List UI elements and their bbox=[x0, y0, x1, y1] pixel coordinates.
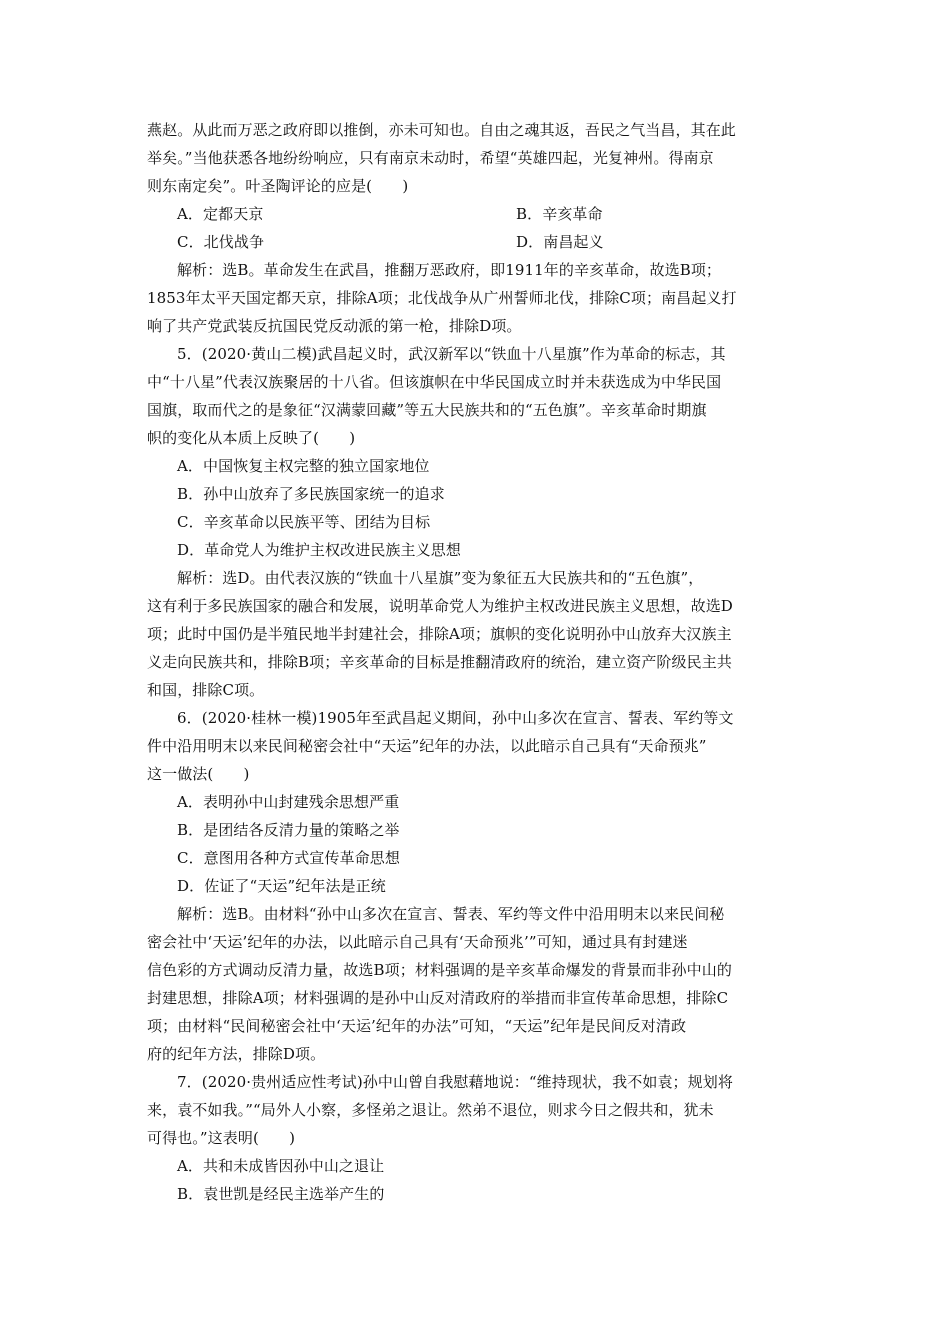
q6-analysis-line: 解析：选B。由材料“孙中山多次在宣言、誓表、军约等文件中沿用明末以来民间秘 bbox=[177, 905, 725, 923]
q5-option-a: A．中国恢复主权完整的独立国家地位 bbox=[177, 457, 430, 475]
q5-analysis-line: 项；此时中国仍是半殖民地半封建社会，排除A项；旗帜的变化说明孙中山放弃大汉族主 bbox=[147, 625, 732, 643]
q6-analysis-line: 府的纪年方法，排除D项。 bbox=[147, 1045, 326, 1063]
q5-stem-line: 5．(2020·黄山二模)武昌起义时，武汉新军以“铁血十八星旗”作为革命的标志，其 bbox=[177, 345, 726, 363]
q5-option-c: C．辛亥革命以民族平等、团结为目标 bbox=[177, 513, 431, 531]
q4-option-d: D．南昌起义 bbox=[516, 233, 604, 251]
q4-option-c: C．北伐战争 bbox=[177, 233, 265, 251]
q5-analysis-line: 这有利于多民族国家的融合和发展，说明革命党人为维护主权改进民族主义思想，故选D bbox=[147, 597, 733, 615]
q5-stem-line: 帜的变化从本质上反映了( ) bbox=[147, 429, 356, 447]
q5-option-b: B．孙中山放弃了多民族国家统一的追求 bbox=[177, 485, 445, 503]
q7-option-b: B．袁世凯是经民主选举产生的 bbox=[177, 1185, 385, 1203]
q4-analysis-line: 解析：选B。革命发生在武昌，推翻万恶政府，即1911年的辛亥革命，故选B项； bbox=[177, 261, 722, 279]
q4-option-b: B．辛亥革命 bbox=[516, 205, 603, 223]
q4-stem-line: 举矣。”当他获悉各地纷纷响应，只有南京未动时，希望“英雄四起，光复神州。得南京 bbox=[147, 149, 714, 167]
q6-stem-line: 件中沿用明末以来民间秘密会社中“天运”纪年的办法，以此暗示自己具有“天命预兆” bbox=[147, 737, 707, 755]
q4-analysis-line: 响了共产党武装反抗国民党反动派的第一枪，排除D项。 bbox=[147, 317, 522, 335]
q5-analysis-line: 解析：选D。由代表汉族的“铁血十八星旗”变为象征五大民族共和的“五色旗”， bbox=[177, 569, 704, 587]
q6-analysis-line: 密会社中‘天运’纪年的办法，以此暗示自己具有‘天命预兆’”可知，通过具有封建迷 bbox=[147, 933, 688, 951]
q6-analysis-line: 信色彩的方式调动反清力量，故选B项；材料强调的是辛亥革命爆发的背景而非孙中山的 bbox=[147, 961, 732, 979]
q7-option-a: A．共和未成皆因孙中山之退让 bbox=[177, 1157, 385, 1175]
q4-analysis-line: 1853年太平天国定都天京，排除A项；北伐战争从广州誓师北伐，排除C项；南昌起义打 bbox=[147, 289, 737, 307]
q7-stem-line: 7．(2020·贵州适应性考试)孙中山曾自我慰藉地说：“维持现状，我不如袁；规划将 bbox=[177, 1073, 733, 1091]
q7-stem-line: 可得也。”这表明( ) bbox=[147, 1129, 296, 1147]
q4-option-a: A．定都天京 bbox=[177, 205, 264, 223]
q5-stem-line: 国旗，取而代之的是象征“汉满蒙回藏”等五大民族共和的“五色旗”。辛亥革命时期旗 bbox=[147, 401, 707, 419]
q4-stem-line: 燕赵。从此而万恶之政府即以推倒，亦未可知也。自由之魂其返，吾民之气当昌，其在此 bbox=[147, 121, 736, 139]
q5-option-d: D．革命党人为维护主权改进民族主义思想 bbox=[177, 541, 461, 559]
q5-analysis-line: 义走向民族共和，排除B项；辛亥革命的目标是推翻清政府的统治，建立资产阶级民主共 bbox=[147, 653, 732, 671]
q6-option-a: A．表明孙中山封建残余思想严重 bbox=[177, 793, 400, 811]
q7-stem-line: 来，袁不如我。”“局外人小察，多怪弟之退让。然弟不退位，则求今日之假共和，犹未 bbox=[147, 1101, 714, 1119]
q6-analysis-line: 封建思想，排除A项；材料强调的是孙中山反对清政府的举措而非宣传革命思想，排除C bbox=[147, 989, 729, 1007]
q6-option-d: D．佐证了“天运”纪年法是正统 bbox=[177, 877, 386, 895]
q5-analysis-line: 和国，排除C项。 bbox=[147, 681, 265, 699]
q4-stem-line: 则东南定矣”。叶圣陶评论的应是( ) bbox=[147, 177, 409, 195]
q5-stem-line: 中“十八星”代表汉族聚居的十八省。但该旗帜在中华民国成立时并未获选成为中华民国 bbox=[147, 373, 722, 391]
q6-option-b: B．是团结各反清力量的策略之举 bbox=[177, 821, 400, 839]
q6-option-c: C．意图用各种方式宣传革命思想 bbox=[177, 849, 400, 867]
q6-stem-line: 6．(2020·桂林一模)1905年至武昌起义期间，孙中山多次在宣言、誓表、军约等文 bbox=[177, 709, 734, 727]
q6-stem-line: 这一做法( ) bbox=[147, 765, 250, 783]
q6-analysis-line: 项；由材料“民间秘密会社中‘天运’纪年的办法”可知，“天运”纪年是民间反对清政 bbox=[147, 1017, 687, 1035]
